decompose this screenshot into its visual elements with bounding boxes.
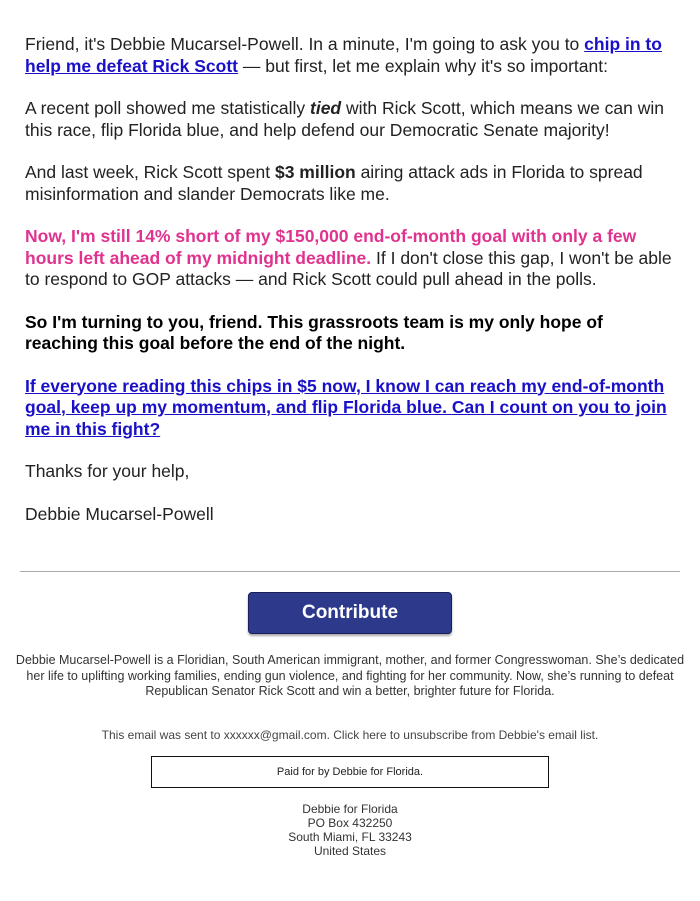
grassroots-paragraph: So I'm turning to you, friend. This grassroots team is my only hope of reaching this goal before the end of the night. [25, 311, 603, 353]
intro-paragraph [25, 34, 675, 77]
unsubscribe-notice[interactable]: This email was sent to xxxxxx@gmail.com. Click here to unsubscribe from Debbie's email list. [101, 727, 599, 742]
signature: Debbie Mucarsel-Powell [25, 503, 214, 524]
ads-text-after: airing attack ads in Florida to spread misinformation and slander Democrats like me. [25, 162, 643, 204]
goal-paragraph [25, 226, 675, 291]
ads-emphasis: $3 million [274, 162, 356, 182]
paid-for-disclaimer: Paid for by Debbie for Florida. [151, 756, 549, 788]
poll-emphasis: tied [310, 98, 342, 118]
intro-text-before: Friend, it's Debbie Mucarsel-Powell. In a minute, I'm going to ask you to [25, 34, 585, 54]
address-line-2: PO Box 432250 [307, 815, 393, 830]
intro-text-after: — but first, let me explain why it's so important: [237, 55, 608, 76]
chip-in-five-link[interactable]: If everyone reading this chips in $5 now, I know I can reach my end-of-month goal, keep up my momentum, and flip Florida blue. Can I count on you to join me in this fight? [25, 375, 667, 439]
candidate-bio: Debbie Mucarsel-Powell is a Floridian, South American immigrant, mother, and former Congresswoman. She’s dedicated her life to uplifting working families, ending gun violence, and fighting for her community. Now, she’s running to defeat Republican Senator Rick Scott and win a better, brighter future for Florida. [15, 653, 685, 698]
footer-divider [20, 571, 680, 572]
chip-in-link[interactable]: chip in to help me defeat Rick Scott [25, 34, 662, 76]
ask-paragraph [25, 376, 675, 441]
goal-highlight: Now, I'm still 14% short of my $150,000 end-of-month goal with only a few hours left ahead of my midnight deadline. [25, 226, 637, 268]
mailing-address [0, 802, 700, 858]
poll-paragraph [25, 98, 675, 141]
goal-text-after: If I don't close this gap, I won't be able to respond to GOP attacks — and Rick Scott could pull ahead in the polls. [25, 247, 672, 289]
address-line-3: South Miami, FL 33243 [288, 829, 412, 844]
poll-text-before: A recent poll showed me statistically [25, 98, 310, 118]
address-line-1: Debbie for Florida [302, 801, 398, 816]
thanks-paragraph: Thanks for your help, [25, 461, 190, 481]
address-line-4: United States [313, 843, 387, 858]
poll-text-after: with Rick Scott, which means we can win this race, flip Florida blue, and help defend our Democratic Senate majority! [25, 98, 665, 140]
ads-paragraph [25, 162, 675, 205]
contribute-button[interactable]: Contribute [248, 592, 452, 634]
cta-container [0, 592, 700, 634]
ads-text-before: And last week, Rick Scott spent [25, 162, 275, 182]
